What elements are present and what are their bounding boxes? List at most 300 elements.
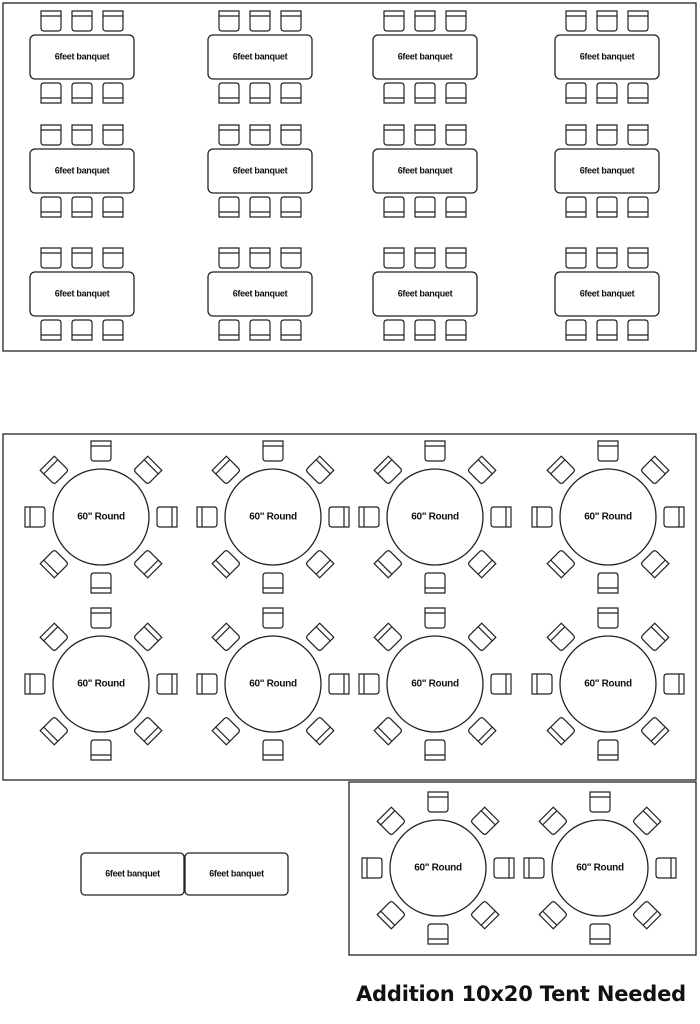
chair: [72, 125, 92, 145]
chair-seat: [103, 197, 123, 217]
chair-seat: [628, 248, 648, 268]
chair: [446, 197, 466, 217]
chair: [539, 901, 567, 929]
chair-seat: [250, 248, 270, 268]
chair-seat: [41, 197, 61, 217]
banquet-table-label: 6feet banquet: [232, 51, 288, 62]
chair-seat: [415, 125, 435, 145]
chair-seat: [566, 125, 586, 145]
chair: [263, 573, 283, 593]
round-table: [197, 441, 349, 593]
chair-seat: [446, 125, 466, 145]
chair-seat: [384, 197, 404, 217]
chair: [597, 248, 617, 268]
banquet-table-label: 6feet banquet: [397, 165, 453, 176]
chair-seat: [25, 507, 45, 527]
chair: [41, 320, 61, 340]
chair-seat: [590, 924, 610, 944]
banquet-table: [555, 11, 659, 103]
round-table: [359, 608, 511, 760]
chair-seat: [597, 11, 617, 31]
chair-seat: [134, 717, 162, 745]
chair: [219, 320, 239, 340]
chair-seat: [281, 125, 301, 145]
round-table-label: 60" Round: [584, 511, 632, 523]
chair: [468, 717, 496, 745]
banquet-table-label: 6feet banquet: [232, 165, 288, 176]
chair-seat: [566, 197, 586, 217]
round-table-label: 60" Round: [411, 511, 459, 523]
banquet-table: [208, 11, 312, 103]
chair: [212, 456, 240, 484]
chair-seat: [41, 248, 61, 268]
chair: [494, 858, 514, 878]
round-table-label: 60" Round: [584, 678, 632, 690]
banquet-table: [208, 125, 312, 217]
banquet-table: [555, 125, 659, 217]
chair: [415, 248, 435, 268]
banquet-table-label: 6feet banquet: [54, 165, 110, 176]
chair: [250, 11, 270, 31]
chair-seat: [566, 11, 586, 31]
chair: [103, 197, 123, 217]
chair-seat: [306, 550, 334, 578]
banquet-table-label: 6feet banquet: [54, 51, 110, 62]
chair-seat: [491, 674, 511, 694]
chair-seat: [157, 674, 177, 694]
banquet-table-label: 6feet banquet: [579, 165, 635, 176]
chair-seat: [566, 248, 586, 268]
chair-seat: [362, 858, 382, 878]
chair-seat: [40, 623, 68, 651]
chair-seat: [664, 507, 684, 527]
chair: [250, 248, 270, 268]
chair: [329, 507, 349, 527]
chair-seat: [219, 248, 239, 268]
chair: [25, 674, 45, 694]
chair-seat: [425, 608, 445, 628]
chair-seat: [250, 125, 270, 145]
banquet-table: [373, 248, 477, 340]
chair: [547, 456, 575, 484]
chair: [72, 197, 92, 217]
chair: [446, 11, 466, 31]
chair: [103, 125, 123, 145]
chair: [72, 320, 92, 340]
chair-seat: [157, 507, 177, 527]
chair: [197, 507, 217, 527]
chair-seat: [539, 901, 567, 929]
chair-seat: [281, 83, 301, 103]
chair: [532, 674, 552, 694]
chair-seat: [384, 83, 404, 103]
chair: [374, 456, 402, 484]
chair-seat: [415, 83, 435, 103]
extra-banquet-pair: [81, 853, 288, 895]
chair-seat: [597, 248, 617, 268]
chair: [597, 125, 617, 145]
chair-seat: [415, 248, 435, 268]
chair-seat: [281, 11, 301, 31]
chair-seat: [219, 320, 239, 340]
chair-seat: [468, 456, 496, 484]
chair: [91, 740, 111, 760]
chair-seat: [597, 83, 617, 103]
chair: [566, 248, 586, 268]
chair: [103, 320, 123, 340]
chair: [72, 11, 92, 31]
chair-seat: [384, 248, 404, 268]
chair: [306, 456, 334, 484]
chair-seat: [384, 320, 404, 340]
chair: [212, 550, 240, 578]
banquet-table: [373, 125, 477, 217]
chair: [41, 125, 61, 145]
chair-seat: [446, 83, 466, 103]
chair-seat: [212, 456, 240, 484]
chair-seat: [628, 11, 648, 31]
chair: [384, 248, 404, 268]
chair-seat: [306, 717, 334, 745]
chair-seat: [471, 807, 499, 835]
chair-seat: [628, 197, 648, 217]
chair: [597, 83, 617, 103]
chair-seat: [197, 674, 217, 694]
chair-seat: [641, 623, 669, 651]
chair-seat: [641, 456, 669, 484]
chair: [41, 11, 61, 31]
chair: [566, 83, 586, 103]
chair-seat: [91, 740, 111, 760]
banquet-table-label: 6feet banquet: [579, 288, 635, 299]
chair-seat: [41, 83, 61, 103]
chair-seat: [250, 320, 270, 340]
addition-tent-note: Addition 10x20 Tent Needed: [356, 982, 686, 1006]
banquet-table-label: 6feet banquet: [397, 51, 453, 62]
chair: [664, 674, 684, 694]
banquet-table: [30, 11, 134, 103]
chair: [566, 320, 586, 340]
chair-seat: [468, 717, 496, 745]
chair-seat: [641, 717, 669, 745]
chair-seat: [41, 11, 61, 31]
chair: [641, 550, 669, 578]
chair: [547, 550, 575, 578]
chair-seat: [471, 901, 499, 929]
chair: [281, 125, 301, 145]
chair-seat: [656, 858, 676, 878]
chair: [532, 507, 552, 527]
chair: [415, 197, 435, 217]
banquet-table: [30, 125, 134, 217]
chair-seat: [103, 248, 123, 268]
chair: [374, 623, 402, 651]
chair-seat: [494, 858, 514, 878]
chair-seat: [219, 125, 239, 145]
chair-seat: [134, 550, 162, 578]
chair: [524, 858, 544, 878]
chair: [72, 83, 92, 103]
chair: [428, 924, 448, 944]
chair-seat: [628, 320, 648, 340]
chair: [40, 623, 68, 651]
chair-seat: [263, 441, 283, 461]
chair-seat: [329, 674, 349, 694]
chair-seat: [598, 573, 618, 593]
chair-seat: [72, 125, 92, 145]
chair: [157, 674, 177, 694]
chair-seat: [359, 507, 379, 527]
chair-seat: [103, 11, 123, 31]
chair: [219, 11, 239, 31]
banquet-table-label: 6feet banquet: [232, 288, 288, 299]
chair-seat: [415, 320, 435, 340]
chair-seat: [212, 550, 240, 578]
chair: [590, 924, 610, 944]
chair: [263, 740, 283, 760]
chair-seat: [374, 456, 402, 484]
chair: [641, 456, 669, 484]
chair-seat: [415, 11, 435, 31]
chair: [362, 858, 382, 878]
chair: [628, 320, 648, 340]
chair-seat: [72, 197, 92, 217]
chair-seat: [134, 456, 162, 484]
chair-seat: [428, 792, 448, 812]
chair: [103, 83, 123, 103]
chair-seat: [40, 456, 68, 484]
chair-seat: [40, 717, 68, 745]
chair: [384, 83, 404, 103]
banquet-table: [373, 11, 477, 103]
chair: [590, 792, 610, 812]
chair: [40, 550, 68, 578]
chair-seat: [306, 623, 334, 651]
chair-seat: [250, 11, 270, 31]
chair: [641, 717, 669, 745]
chair-seat: [384, 125, 404, 145]
chair-seat: [263, 608, 283, 628]
chair-seat: [539, 807, 567, 835]
chair: [219, 125, 239, 145]
chair: [281, 320, 301, 340]
chair: [539, 807, 567, 835]
chair: [41, 83, 61, 103]
chair: [628, 125, 648, 145]
chair: [134, 623, 162, 651]
chair-seat: [532, 674, 552, 694]
chair: [566, 11, 586, 31]
chair: [425, 608, 445, 628]
chair: [471, 807, 499, 835]
chair-seat: [374, 550, 402, 578]
chair: [134, 550, 162, 578]
chair: [597, 197, 617, 217]
round-table: [197, 608, 349, 760]
chair: [263, 441, 283, 461]
round-table-label: 60" Round: [77, 678, 125, 690]
chair: [415, 83, 435, 103]
chair: [425, 740, 445, 760]
chair-seat: [641, 550, 669, 578]
banquet-table-label: 6feet banquet: [397, 288, 453, 299]
chair: [468, 623, 496, 651]
chair: [628, 248, 648, 268]
chair: [633, 807, 661, 835]
chair: [425, 441, 445, 461]
banquet-table-label: 6feet banquet: [579, 51, 635, 62]
banquet-table: [208, 248, 312, 340]
chair-seat: [219, 11, 239, 31]
banquet-table: [30, 248, 134, 340]
chair-seat: [250, 197, 270, 217]
chair: [134, 456, 162, 484]
chair-seat: [377, 901, 405, 929]
chair-seat: [597, 125, 617, 145]
chair: [281, 248, 301, 268]
chair-seat: [415, 197, 435, 217]
chair-seat: [219, 197, 239, 217]
chair: [597, 320, 617, 340]
chair-seat: [468, 550, 496, 578]
chair-seat: [664, 674, 684, 694]
chair: [415, 320, 435, 340]
chair-seat: [446, 197, 466, 217]
round-table-label: 60" Round: [249, 511, 297, 523]
chair-seat: [547, 623, 575, 651]
chair: [415, 125, 435, 145]
chair-seat: [468, 623, 496, 651]
chair: [428, 792, 448, 812]
chair-seat: [597, 320, 617, 340]
chair-seat: [72, 248, 92, 268]
chair: [41, 248, 61, 268]
round-table: [524, 792, 676, 944]
chair: [566, 125, 586, 145]
chair: [468, 550, 496, 578]
chair-seat: [598, 608, 618, 628]
chair-seat: [72, 83, 92, 103]
chair: [263, 608, 283, 628]
chair-seat: [281, 197, 301, 217]
chair: [40, 456, 68, 484]
chair-seat: [446, 11, 466, 31]
chair-seat: [566, 83, 586, 103]
chair: [547, 623, 575, 651]
chair-seat: [633, 901, 661, 929]
chair-seat: [40, 550, 68, 578]
chair-seat: [281, 248, 301, 268]
chair-seat: [219, 83, 239, 103]
round-table-label: 60" Round: [249, 678, 297, 690]
chair-seat: [633, 807, 661, 835]
chair: [598, 573, 618, 593]
chair: [103, 11, 123, 31]
chair: [446, 248, 466, 268]
chair-seat: [446, 248, 466, 268]
chair-seat: [41, 320, 61, 340]
chair: [374, 717, 402, 745]
chair-seat: [428, 924, 448, 944]
chair-seat: [72, 320, 92, 340]
chair: [91, 441, 111, 461]
chair-seat: [628, 83, 648, 103]
banquet-table: [555, 248, 659, 340]
chair-seat: [329, 507, 349, 527]
chair: [197, 674, 217, 694]
chair: [359, 507, 379, 527]
chair: [446, 83, 466, 103]
chair: [628, 197, 648, 217]
chair-seat: [384, 11, 404, 31]
chair-seat: [212, 623, 240, 651]
chair: [415, 11, 435, 31]
banquet-table-label: 6feet banquet: [209, 868, 264, 879]
chair: [306, 717, 334, 745]
round-table: [359, 441, 511, 593]
chair-seat: [263, 573, 283, 593]
chair-seat: [306, 456, 334, 484]
chair: [425, 573, 445, 593]
chair-seat: [547, 717, 575, 745]
chair: [641, 623, 669, 651]
chair: [377, 901, 405, 929]
chair: [384, 197, 404, 217]
chair-seat: [134, 623, 162, 651]
round-table-label: 60" Round: [77, 511, 125, 523]
chair: [219, 83, 239, 103]
chair: [329, 674, 349, 694]
chair: [598, 740, 618, 760]
round-table: [25, 608, 177, 760]
chair-seat: [374, 717, 402, 745]
chair: [134, 717, 162, 745]
chair-seat: [598, 740, 618, 760]
chair-seat: [532, 507, 552, 527]
chair-seat: [425, 740, 445, 760]
chair: [491, 674, 511, 694]
chair: [219, 248, 239, 268]
chair: [281, 83, 301, 103]
chair: [664, 507, 684, 527]
round-table-label: 60" Round: [414, 862, 462, 874]
round-table: [362, 792, 514, 944]
chair-seat: [263, 740, 283, 760]
chair: [491, 507, 511, 527]
chair: [91, 608, 111, 628]
round-table: [532, 608, 684, 760]
round-table-label: 60" Round: [411, 678, 459, 690]
chair: [250, 320, 270, 340]
chair: [250, 197, 270, 217]
chair-seat: [524, 858, 544, 878]
chair: [219, 197, 239, 217]
chair: [40, 717, 68, 745]
chair-seat: [547, 456, 575, 484]
chair: [212, 623, 240, 651]
chair: [384, 320, 404, 340]
chair: [281, 197, 301, 217]
banquet-table-label: 6feet banquet: [54, 288, 110, 299]
chair-seat: [91, 573, 111, 593]
chair: [306, 623, 334, 651]
chair-seat: [91, 441, 111, 461]
chair-seat: [425, 573, 445, 593]
chair: [446, 320, 466, 340]
chair: [250, 83, 270, 103]
chair: [25, 507, 45, 527]
chair-seat: [359, 674, 379, 694]
